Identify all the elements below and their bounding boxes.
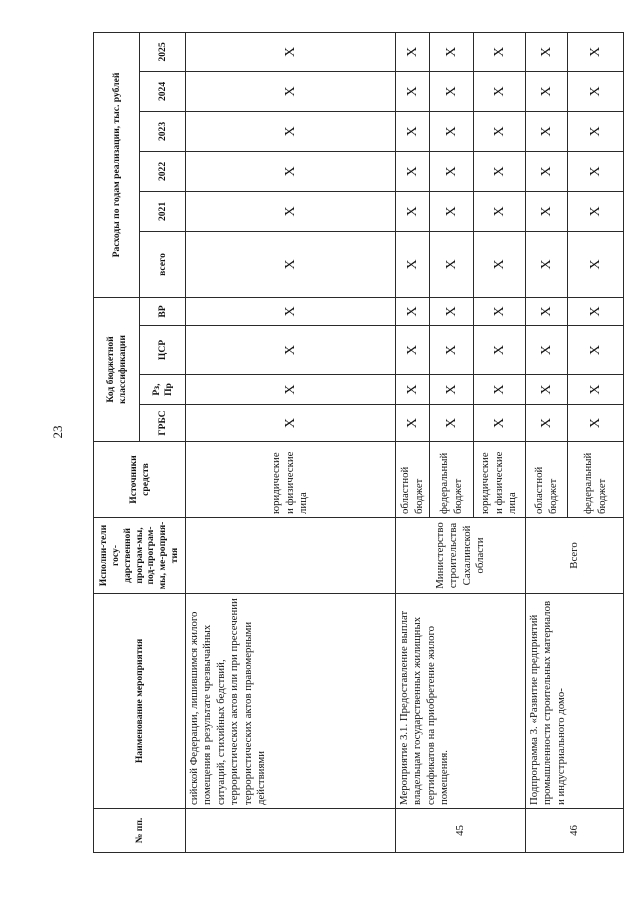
- header-year-2025: 2025: [140, 32, 186, 71]
- year-2024-cell: X: [186, 71, 396, 111]
- year-2022-cell: X: [396, 151, 430, 191]
- header-year-2022: 2022: [140, 151, 186, 191]
- executor-cell: Всего: [526, 518, 624, 594]
- grbs-cell: X: [568, 405, 624, 442]
- source-cell: областной бюджет: [396, 442, 430, 518]
- total-cell: X: [186, 231, 396, 297]
- vr-cell: X: [430, 297, 474, 325]
- csr-cell: X: [474, 326, 526, 375]
- page-number: 23: [50, 425, 65, 439]
- grbs-cell: X: [396, 405, 430, 442]
- year-2021-cell: X: [568, 191, 624, 231]
- source-cell: федеральный бюджет: [430, 442, 474, 518]
- rotated-table-container: [93, 33, 623, 853]
- row-num: 45: [396, 809, 526, 853]
- vr-cell: X: [526, 297, 568, 325]
- table-row: [396, 32, 430, 852]
- executor-cell: [186, 518, 396, 594]
- source-cell: юридические и физические лица: [186, 442, 396, 518]
- year-2024-cell: X: [474, 71, 526, 111]
- header-rzpr: Рз, Пр: [140, 375, 186, 405]
- header-total: всего: [140, 231, 186, 297]
- total-cell: X: [430, 231, 474, 297]
- header-executor: Исполни-тели госу-дарственной програм-мы, под-програм-мы, ме-роприя-тия: [94, 518, 186, 594]
- year-2021-cell: X: [430, 191, 474, 231]
- year-2021-cell: X: [526, 191, 568, 231]
- vr-cell: X: [474, 297, 526, 325]
- csr-cell: X: [568, 326, 624, 375]
- year-2023-cell: X: [396, 111, 430, 151]
- csr-cell: X: [186, 326, 396, 375]
- source-cell: федеральный бюджет: [568, 442, 624, 518]
- year-2023-cell: X: [474, 111, 526, 151]
- total-cell: X: [474, 231, 526, 297]
- row-num: [186, 809, 396, 853]
- activity-name: сийской Федерации, лишившимся жилого помещения в результате чрезвычайных ситуаций, стихийных бедствий, террористических актов или при пресечении террористических актов правомерными действиями: [186, 594, 396, 809]
- year-2021-cell: X: [396, 191, 430, 231]
- header-sources: Источники средств: [94, 442, 186, 518]
- grbs-cell: X: [526, 405, 568, 442]
- vr-cell: X: [568, 297, 624, 325]
- year-2023-cell: X: [186, 111, 396, 151]
- year-2022-cell: X: [474, 151, 526, 191]
- activity-name: Мероприятие 3.1. Предоставление выплат владельцам государственных жилищных сертификатов на приобретение жилого помещения.: [396, 594, 526, 809]
- header-num: № пп.: [94, 809, 186, 853]
- rzpr-cell: X: [430, 375, 474, 405]
- header-year-2021: 2021: [140, 191, 186, 231]
- rzpr-cell: X: [186, 375, 396, 405]
- year-2025-cell: X: [568, 32, 624, 71]
- year-2022-cell: X: [568, 151, 624, 191]
- table-row: [526, 32, 568, 852]
- rzpr-cell: X: [474, 375, 526, 405]
- year-2023-cell: X: [526, 111, 568, 151]
- header-row-1: [94, 32, 140, 852]
- grbs-cell: X: [186, 405, 396, 442]
- header-vr: ВР: [140, 297, 186, 325]
- grbs-cell: X: [474, 405, 526, 442]
- activity-name: Подпрограмма 3. «Развитие предприятий промышленности строительных материалов и индустриального домо-: [526, 594, 624, 809]
- rzpr-cell: X: [526, 375, 568, 405]
- vr-cell: X: [396, 297, 430, 325]
- year-2024-cell: X: [568, 71, 624, 111]
- total-cell: X: [568, 231, 624, 297]
- header-year-2023: 2023: [140, 111, 186, 151]
- vr-cell: X: [186, 297, 396, 325]
- csr-cell: X: [526, 326, 568, 375]
- year-2025-cell: X: [396, 32, 430, 71]
- year-2023-cell: X: [430, 111, 474, 151]
- csr-cell: X: [396, 326, 430, 375]
- year-2022-cell: X: [526, 151, 568, 191]
- year-2022-cell: X: [186, 151, 396, 191]
- header-year-2024: 2024: [140, 71, 186, 111]
- rzpr-cell: X: [396, 375, 430, 405]
- header-budget-code: Код бюджетной классификации: [94, 297, 140, 441]
- year-2024-cell: X: [396, 71, 430, 111]
- year-2021-cell: X: [474, 191, 526, 231]
- table-row: [186, 32, 396, 852]
- header-expenses: Расходы по годам реализации, тыс. рублей: [94, 32, 140, 297]
- total-cell: X: [526, 231, 568, 297]
- year-2022-cell: X: [430, 151, 474, 191]
- expenses-table: [93, 32, 624, 853]
- year-2021-cell: X: [186, 191, 396, 231]
- executor-cell: Министерство строительства Сахалинской области: [396, 518, 526, 594]
- year-2025-cell: X: [474, 32, 526, 71]
- rzpr-cell: X: [568, 375, 624, 405]
- row-num: 46: [526, 809, 624, 853]
- source-cell: областной бюджет: [526, 442, 568, 518]
- header-grbs: ГРБС: [140, 405, 186, 442]
- year-2025-cell: X: [430, 32, 474, 71]
- header-csr: ЦСР: [140, 326, 186, 375]
- header-name: Наименование мероприятия: [94, 594, 186, 809]
- year-2025-cell: X: [526, 32, 568, 71]
- grbs-cell: X: [430, 405, 474, 442]
- year-2024-cell: X: [526, 71, 568, 111]
- total-cell: X: [396, 231, 430, 297]
- year-2024-cell: X: [430, 71, 474, 111]
- source-cell: юридические и физические лица: [474, 442, 526, 518]
- csr-cell: X: [430, 326, 474, 375]
- year-2025-cell: X: [186, 32, 396, 71]
- year-2023-cell: X: [568, 111, 624, 151]
